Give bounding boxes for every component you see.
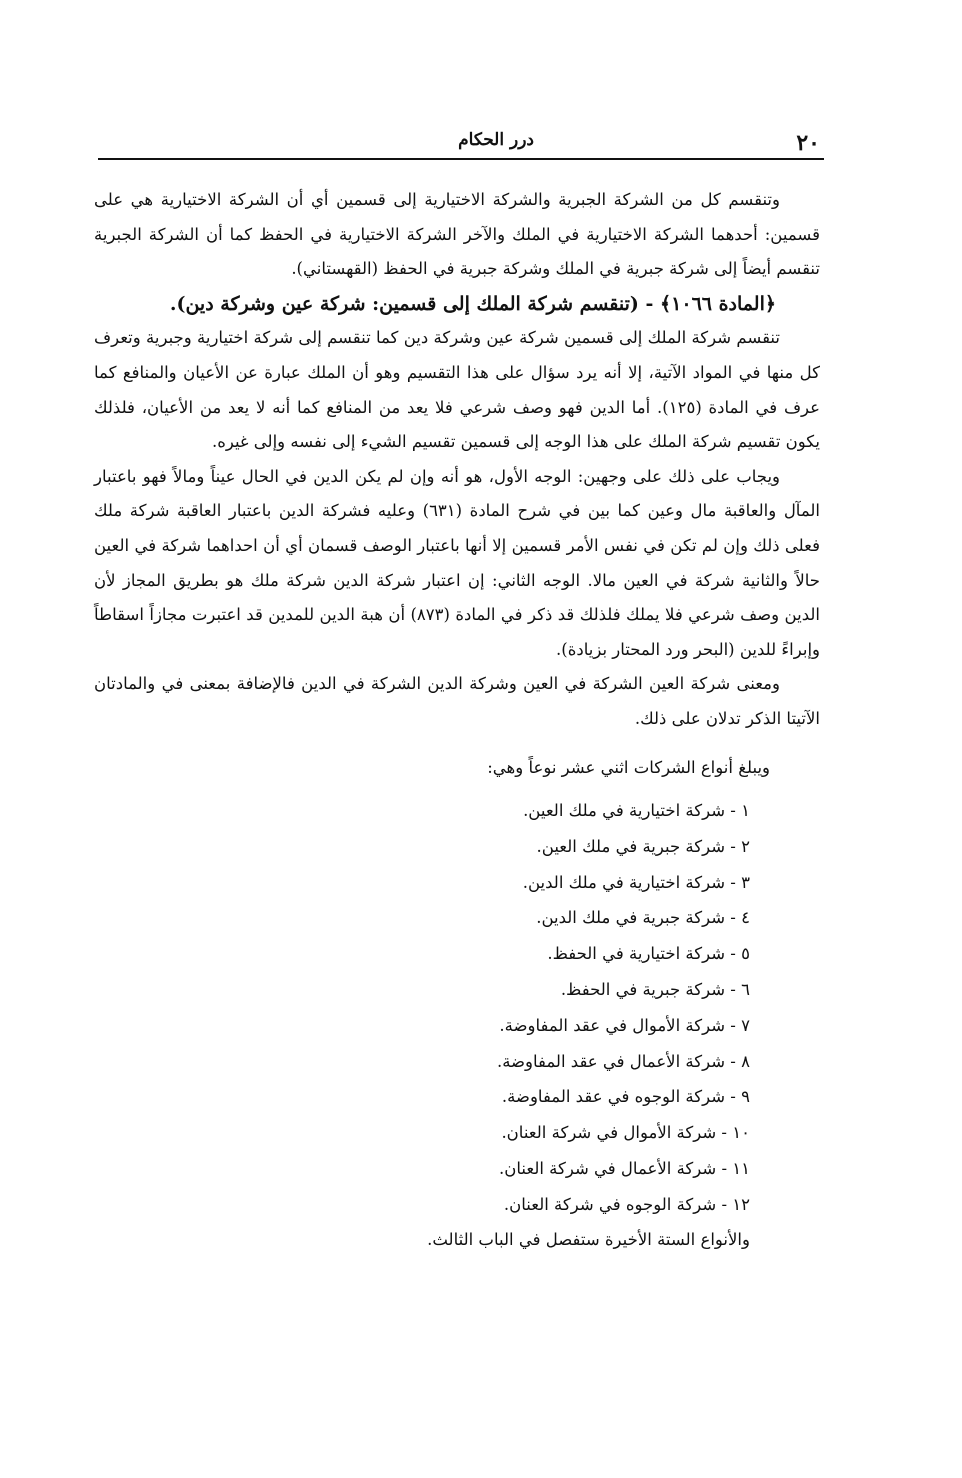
- page-body: [94, 183, 820, 1257]
- list-item: ٤ - شركة جبرية في ملك الدين.: [536, 908, 750, 928]
- partnership-types-list: [94, 793, 820, 1223]
- running-title: درر الحكام: [458, 130, 534, 150]
- list-item: ٢ - شركة جبرية في ملك العين.: [536, 836, 750, 856]
- paragraph-2: تنقسم شركة الملك إلى قسمين شركة عين وشركة دين كما تنقسم إلى شركة اختيارية وجبرية وتعرف كل منها في المواد الآتية، إلا أنه يرد سؤال على هذا التقسيم وهو أن الملك عبارة عن الأعيان والمنافع كما عرف في المادة (١٢٥). أما الدين فهو وصف شرعي فلا يعد من المنافع كما أنه لا يعد من الأعيان، فلذلك يكون تقسيم شركة الملك على هذا الوجه إلى قسمين تقسيم الشيء إلى نفسه وإلى غيره.: [94, 328, 820, 452]
- list-item: ٩ - شركة الوجوه في عقد المفاوضة.: [501, 1087, 750, 1107]
- list-item: ٨ - شركة الأعمال في عقد المفاوضة.: [496, 1051, 750, 1071]
- paragraph-1: وتنقسم كل من الشركة الجبرية والشركة الاختيارية إلى قسمين أي أن الشركة الاختيارية هي على قسمين: أحدهما الشركة الاختيارية في الملك والآخر الشركة الاختيارية في الحفظ كما أن الشركة الجبرية تنقسم أيضاً إلى شركة جبرية في الملك وشركة جبرية في الحفظ (القهستاني).: [94, 190, 820, 279]
- list-item: ١١ - شركة الأعمال في شركة العنان.: [498, 1159, 750, 1179]
- list-item: ٥ - شركة اختيارية في الحفظ.: [547, 944, 750, 964]
- page-number: ٢٠: [796, 130, 820, 156]
- list-item: ١ - شركة اختيارية في ملك العين.: [523, 801, 750, 821]
- list-item: ١٠ - شركة الأموال في شركة العنان.: [501, 1123, 750, 1143]
- list-item: ٣ - شركة اختيارية في ملك الدين.: [522, 872, 750, 892]
- paragraph-3: ويجاب على ذلك على وجهين: الوجه الأول، هو أنه وإن لم يكن الدين في الحال عيناً ومالاً فهو باعتبار المآل والعاقبة مال وعين كما بين في شرح المادة (٦٣١) وعليه فشركة الدين باعتبار العاقبة شركة ملك فعلى ذلك وإن لم تكن في نفس الأمر قسمين إلا أنها باعتبار الوصف قسمان أي أن احداهما شركة في العين حالاً والثانية شركة في العين مالا. الوجه الثاني: إن اعتبار شركة الدين شركة ملك هو بطريق المجاز لأن الدين وصف شرعي فلا يملك فلذلك قد ذكر في المادة (٨٧٣) أن هبة الدين للمدين قد اعتبرت مجازاً اسقاطاً وإبراءً للدين (البحر ورد المحتار بزيادة).: [94, 466, 820, 659]
- list-intro: ويبلغ أنواع الشركات اثني عشر نوعاً وهي:: [487, 757, 770, 777]
- list-item: ٦ - شركة جبرية في الحفظ.: [560, 980, 750, 1000]
- paragraph-4: ومعنى شركة العين الشركة في العين وشركة الدين الشركة في الدين فالإضافة بمعنى في والمادتان الآتيتا الذكر تدلان على ذلك.: [94, 674, 820, 728]
- closing-line: والأنواع الستة الأخيرة ستفصل في الباب الثالث.: [427, 1229, 750, 1249]
- article-heading: ﴿المادة ١٠٦٦﴾ - (تنقسم شركة الملك إلى قسمين: شركة عين وشركة دين).: [169, 292, 776, 315]
- list-item: ١٢ - شركة الوجوه في شركة العنان.: [503, 1194, 750, 1214]
- list-item: ٧ - شركة الأموال في عقد المفاوضة.: [499, 1015, 750, 1035]
- page-header: [98, 128, 824, 160]
